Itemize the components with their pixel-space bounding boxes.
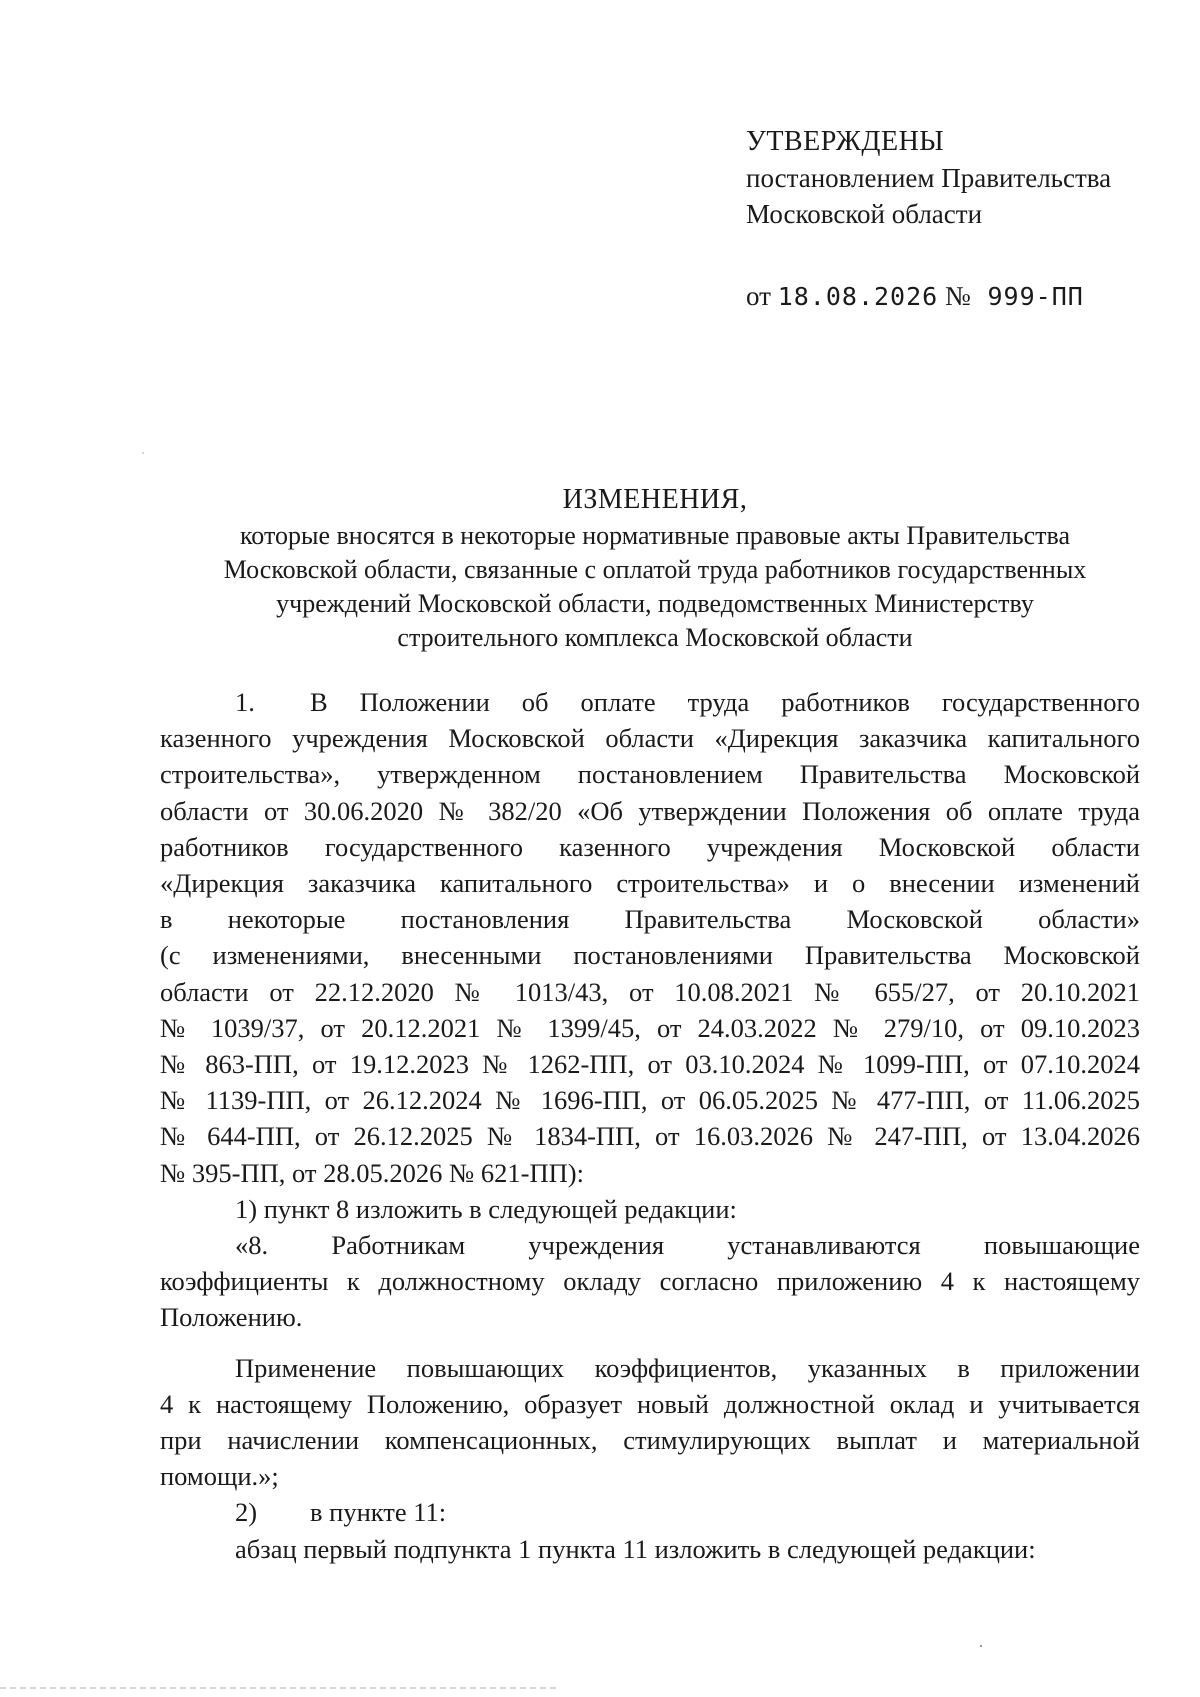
- body-line: работников государственного казенного учреждения Московской области: [160, 831, 1140, 862]
- body-line: № 863-ПП, от 19.12.2023 № 1262-ПП, от 03.10.2024 № 1099-ПП, от 07.10.2024: [160, 1049, 1140, 1080]
- body-line: № 1139-ПП, от 26.12.2024 № 1696-ПП, от 06.05.2025 № 477-ПП, от 11.06.2025: [160, 1085, 1140, 1116]
- title-line: Московской области, связанные с оплатой труда работников государственных: [223, 555, 1087, 584]
- approval-line: постановлением Правительства: [746, 163, 1112, 193]
- document-title-block: [160, 483, 1150, 655]
- title-line: которые вносятся в некоторые нормативные правовые акты Правительства: [240, 521, 1070, 550]
- date-prefix: от: [746, 281, 771, 311]
- subitem-line: 2) в пункте 11:: [160, 1494, 1140, 1530]
- approval-block: [746, 124, 1111, 315]
- subitem-line: 1) пункт 8 изложить в следующей редакции:: [235, 1193, 737, 1224]
- body-line: № 644-ПП, от 26.12.2025 № 1834-ПП, от 16.03.2026 № 247-ПП, от 13.04.2026: [160, 1121, 1140, 1152]
- body-line: области от 30.06.2020 № 382/20 «Об утверждении Положения об оплате труда: [160, 795, 1140, 826]
- body-line: в некоторые постановления Правительства Московской области»: [160, 904, 1140, 935]
- body-line: области от 22.12.2020 № 1013/43, от 10.08.2021 № 655/27, от 20.10.2021: [160, 976, 1140, 1007]
- body-line: (с изменениями, внесенными постановлениями Правительства Московской: [160, 940, 1140, 971]
- paragraph-line: помощи.»;: [160, 1461, 279, 1492]
- paragraph-line: Применение повышающих коэффициентов, указанных в приложении: [235, 1352, 1140, 1383]
- number-sign: №: [944, 281, 971, 311]
- approval-heading: УТВЕРЖДЕНЫ: [746, 126, 945, 157]
- scan-speck: [980, 1645, 982, 1647]
- title-line: строительного комплекса Московской области: [397, 623, 913, 652]
- body-line: № 1039/37, от 20.12.2021 № 1399/45, от 24.03.2022 № 279/10, от 09.10.2023: [160, 1012, 1140, 1043]
- approval-line: Московской области: [746, 199, 983, 229]
- quote-line: Положению.: [160, 1302, 303, 1333]
- quote-line: коэффициенты к должностному окладу согласно приложению 4 к настоящему: [160, 1266, 1140, 1297]
- body-line: строительства», утвержденном постановлением Правительства Московской: [160, 759, 1140, 790]
- quote-line: «8. Работникам учреждения устанавливаются повышающие: [235, 1230, 1140, 1261]
- paragraph-line: при начислении компенсационных, стимулирующих выплат и материальной: [160, 1425, 1140, 1456]
- scan-speck: [142, 452, 144, 454]
- body-line: № 395-ПП, от 28.05.2026 № 621-ПП):: [160, 1157, 584, 1188]
- item-number: 1.: [235, 687, 255, 717]
- title-line: учреждений Московской области, подведомственных Министерству: [276, 589, 1034, 618]
- document-title: ИЗМЕНЕНИЯ,: [562, 484, 748, 515]
- scan-artifact-line: [0, 1687, 560, 1689]
- body-line: казенного учреждения Московской области «Дирекция заказчика капитального: [160, 723, 1140, 754]
- subitem-number: 2): [235, 1497, 258, 1528]
- approval-dateline: [746, 278, 1111, 315]
- body-line: 1. В Положении об оплате труда работников государственного: [160, 684, 1140, 720]
- body-line: «Дирекция заказчика капитального строительства» и о внесении изменений: [160, 868, 1140, 899]
- body-line: абзац первый подпункта 1 пункта 11 изложить в следующей редакции:: [235, 1533, 1036, 1564]
- document-body: [160, 684, 1140, 1567]
- approval-date: 18.08.2026: [777, 282, 939, 311]
- paragraph-line: 4 к настоящему Положению, образует новый должностной оклад и учитывается: [160, 1388, 1140, 1419]
- approval-number: 999-ПП: [987, 282, 1084, 311]
